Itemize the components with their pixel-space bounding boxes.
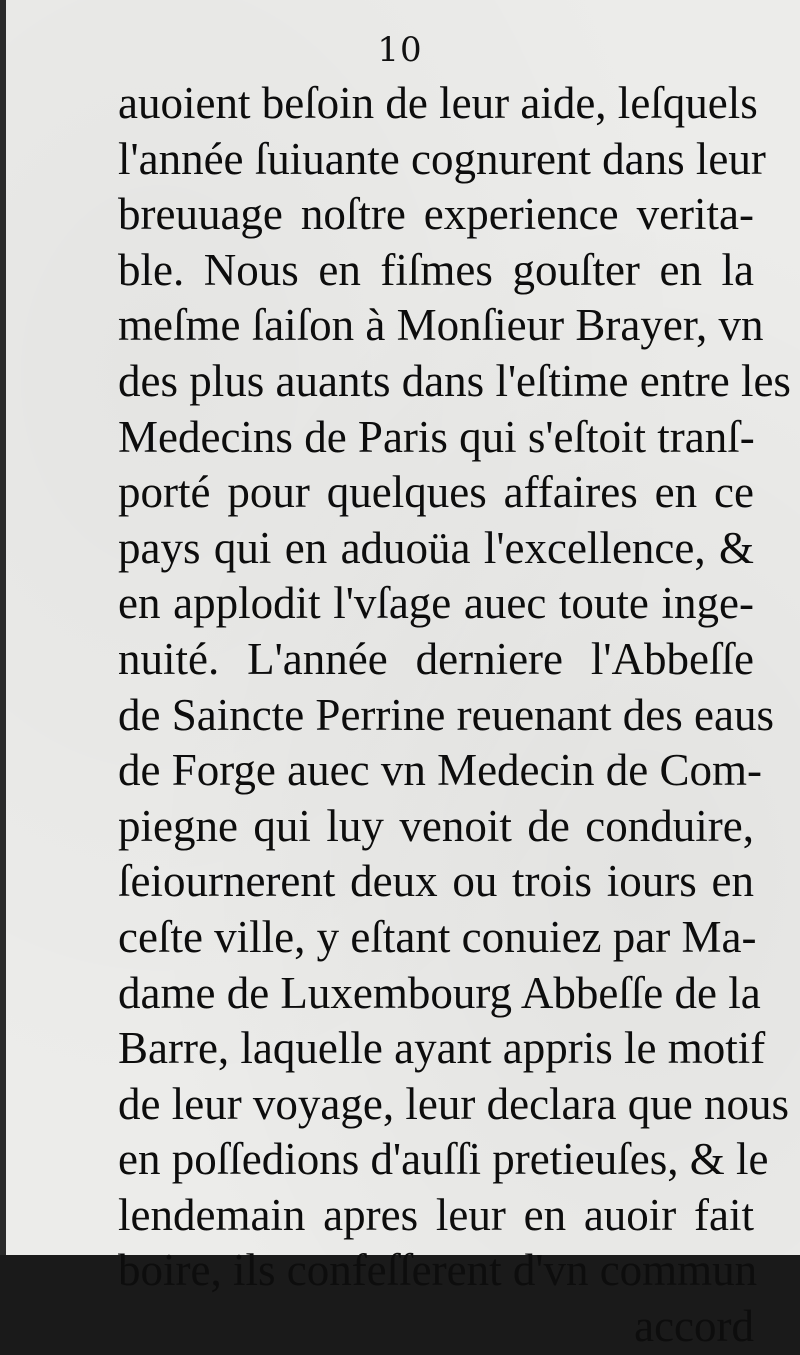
text-line: l'année ſuiuante cognurent dans leur xyxy=(118,133,766,184)
text-line: auoient beſoin de leur aide, leſquels xyxy=(118,78,758,128)
text-line: dame de Luxembourg Abbeſſe de la xyxy=(118,967,761,1018)
text-line: Medecins de Paris qui s'eſtoit tranſ- xyxy=(118,411,755,462)
text-line: de Forge auec vn Medecin de Com- xyxy=(118,745,762,796)
text-line: porté pour quelques affaires en ce xyxy=(118,467,754,518)
catchword: accord xyxy=(634,1301,754,1352)
text-line: breuuage noſtre experience verita- xyxy=(118,189,754,240)
text-line: pays qui en aduoüa l'excellence, & xyxy=(118,522,754,573)
text-line: en applodit l'vſage auec toute inge- xyxy=(118,578,754,629)
body-text xyxy=(118,76,791,1355)
text-line: en poſſedions d'auſſi pretieuſes, & le xyxy=(118,1134,769,1185)
text-line: de leur voyage, leur declara que nous xyxy=(118,1078,789,1129)
text-line: nuité. L'année derniere l'Abbeſſe xyxy=(118,633,754,684)
text-line: Barre, laquelle ayant appris le motif xyxy=(118,1023,766,1074)
text-line: ble. Nous en fiſmes gouſter en la xyxy=(118,244,754,295)
text-line: ceſte ville, y eſtant conuiez par Ma- xyxy=(118,911,757,962)
text-line: meſme ſaiſon à Monſieur Brayer, vn xyxy=(118,300,764,351)
text-line: piegne qui luy venoit de conduire, xyxy=(118,800,754,851)
text-line: des plus auants dans l'eſtime entre les xyxy=(118,355,791,406)
page-number: 10 xyxy=(377,30,423,70)
text-line: lendemain apres leur en auoir fait xyxy=(118,1189,754,1240)
text-line: boire, ils confeſſerent d'vn commun xyxy=(118,1245,758,1296)
text-line: ſeiournerent deux ou trois iours en xyxy=(118,856,754,907)
text-line: de Saincte Perrine reuenant des eaus xyxy=(118,689,774,740)
